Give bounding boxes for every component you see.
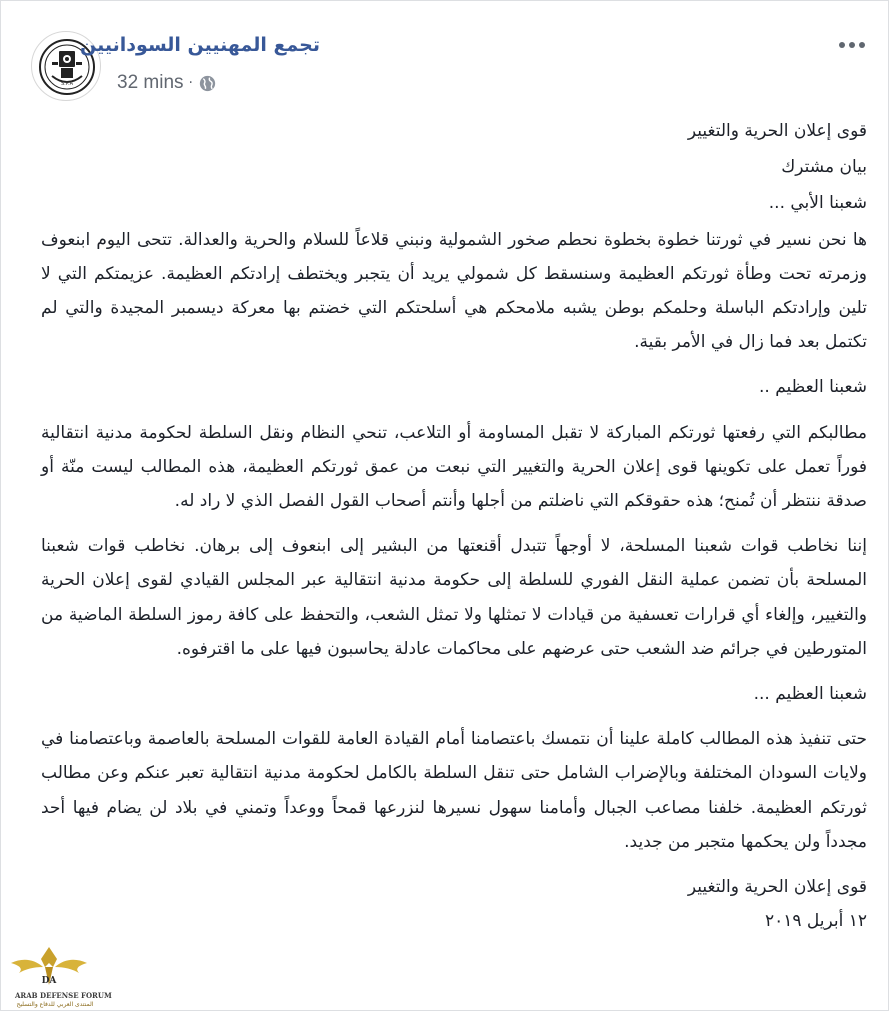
globe-icon[interactable] (199, 75, 216, 92)
paragraph: مطالبكم التي رفعتها ثورتكم المباركة لا تقبل المساومة أو التلاعب، تنحي النظام ونقل السلطة لحكومة مدنية انتقالية فوراً تعمل على تكوينها قوى إعلان الحرية والتغيير التي نبعت من عمق ثورتكم العظيمة، هذه المطالب ليست منّة أو صدقة ننتظر أن تُمنح؛ هذه حقوقكم التي ناضلتم من أجلها وأنتم أصحاب القول الفصل الذي لا راد له. (41, 422, 867, 512)
more-dot (849, 42, 855, 48)
more-options-icon[interactable] (839, 37, 871, 53)
salutation: شعبنا العظيم .. (759, 377, 867, 398)
avatar-text: S.P.A (60, 81, 73, 87)
statement-title: بيان مشترك (781, 157, 867, 178)
more-dot (859, 42, 865, 48)
paragraph: حتى تنفيذ هذه المطالب كاملة علينا أن نتمسك باعتصامنا أمام القيادة العامة للقوات المسلحة بالعاصمة وباعتصامنا في ولايات السودان المختلفة وبالإضراب الشامل حتى تنقل السلطة بالكامل لحكومة مدنية انتقالية تعبر عنكم وعن مطالب ثورتكم العظيمة. خلفنا مصاعب الجبال وأمامنا سهول نسيرها لنزرعها قمحاً ووعداً وتمني في بلاد لن يضام فيها أحد مجدداً ولن يحكمها متجبر من جديد. (41, 729, 867, 852)
more-dot (839, 42, 845, 48)
post-text (41, 114, 867, 938)
page-name-link[interactable]: تجمع المهنيين السودانيين (80, 34, 320, 56)
statement-issuer: قوى إعلان الحرية والتغيير (687, 121, 867, 141)
paragraph: إننا نخاطب قوات شعبنا المسلحة، لا أوجهاً تتبدل أقنعتها من البشير إلى ابنعوف إلى برهان. نخاطب قوات شعبنا المسلحة بأن تضمن عملية النقل الفوري للسلطة إلى حكومة مدنية انتقالية عبر المجلس القيادي لقوى إعلان الحرية والتغيير، وإلغاء أي قرارات تعسفية من قيادات لا تمثلها ولا تمثل الشعب، والتحفظ على كافة رموز السلطة الماضية من المتورطين في جرائم ضد الشعب حتى عرضهم على محاكمات عادلة يحاسبون فيها على ما اقترفوه. (41, 536, 867, 659)
meta-separator: · (188, 75, 193, 91)
statement-date: ١٢ أبريل ٢٠١٩ (764, 911, 867, 932)
salutation: شعبنا العظيم ... (753, 684, 867, 705)
post-timestamp[interactable]: 32 mins (117, 72, 184, 93)
svg-text:DA: DA (41, 976, 57, 986)
signature: قوى إعلان الحرية والتغيير (687, 877, 867, 898)
watermark-name: ARAB DEFENSE FORUM (15, 991, 112, 1000)
post-meta (117, 71, 216, 95)
paragraph: ها نحن نسير في ثورتنا خطوة بخطوة نحطم صخور الشمولية ونبني قلاعاً للسلام والحرية والعدالة. تتحى اليوم ابنعوف وزمرته تحت وطأة ثورتكم العظيمة وسنسقط كل شمولي يريد أن يتجبر ويختطف إرادتكم العظيمة. عزيمتكم التي لا تلين وإرادتكم الباسلة وحلمكم بوطن يشبه ملامحكم هي أسلحتكم التي خضتم بها معركة ديسمبر المجيدة والتي لم تكتمل بعد فما زال في الأمر بقية. (41, 229, 867, 353)
salutation: شعبنا الأبي ... (768, 193, 867, 214)
watermark-subtitle: المنتدى العربي للدفاع والتسليح (16, 1001, 94, 1008)
